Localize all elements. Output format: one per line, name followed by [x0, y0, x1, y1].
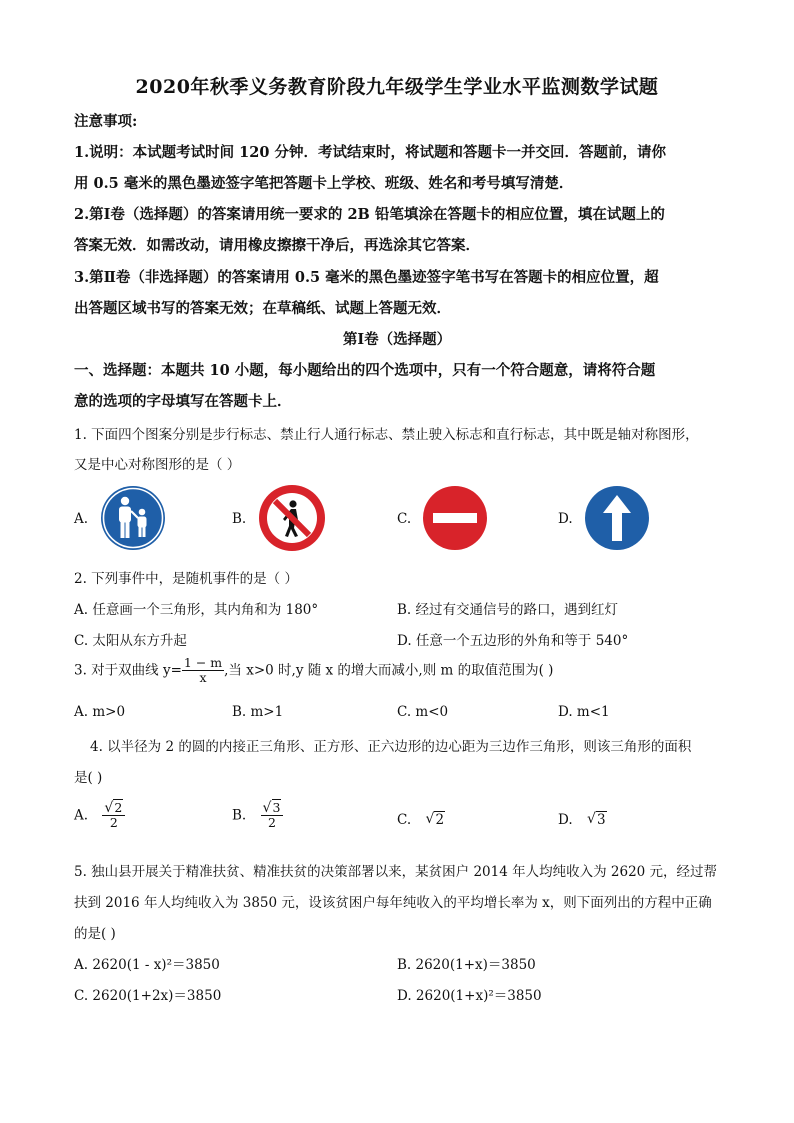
q2-option-a: A. 任意画一个三角形，其内角和为 180° — [74, 602, 319, 618]
notice-line: 出答题区域书写的答案无效；在草稿纸、试题上答题无效． — [74, 300, 451, 317]
q1-option-a-label: A. — [74, 511, 89, 527]
q4-option-a-denominator: 2 — [102, 815, 125, 830]
q4-option-d-value: √ 3 — [586, 811, 606, 828]
q1-option-c-label: C. — [397, 511, 412, 527]
q3-stem-suffix: ,当 x>0 时,y 随 x 的增大而减小,则 m 的取值范围为( ) — [224, 662, 554, 679]
q4-option-a-numerator: √ 2 — [104, 800, 123, 816]
notice-line: 2.第Ⅰ卷（选择题）的答案请用统一要求的 2B 铅笔填涂在答题卡的相应位置，填在试题上的 — [74, 206, 665, 223]
q4-option-b-numerator: √ 3 — [262, 800, 281, 816]
notice-line: 1.说明：本试题考试时间 120 分钟．考试结束时，将试题和答题卡一并交回．答题前，请你 — [74, 144, 666, 161]
q4-option-a-radicand: 2 — [114, 800, 123, 815]
q4-option-b-radicand: 3 — [272, 800, 281, 815]
q1-option-b-label: B. — [232, 511, 247, 527]
q3-stem — [74, 656, 553, 686]
q4-option-d-label: D. — [558, 812, 573, 828]
notice-heading: 注意事项: — [74, 113, 138, 130]
q3-option-b: B. m>1 — [232, 704, 284, 720]
q1-stem: 又是中心对称图形的是（ ） — [74, 457, 241, 473]
q5-option-c: C. 2620(1+2x)＝3850 — [74, 988, 222, 1004]
notice-line: 答案无效．如需改动，请用橡皮擦擦干净后，再选涂其它答案． — [74, 237, 480, 254]
q2-option-d: D. 任意一个五边形的外角和等于 540° — [397, 633, 629, 649]
q4-option-b-value — [261, 801, 284, 831]
page-title: 2020年秋季义务教育阶段九年级学生学业水平监测数学试题 — [135, 76, 659, 98]
q4-option-a — [74, 801, 125, 831]
q4-option-c-label: C. — [397, 812, 412, 828]
q4-stem: 4. 以半径为 2 的圆的内接正三角形、正方形、正六边形的边心距为三边作三角形，则该三角形的面积 — [90, 739, 692, 755]
q4-option-c — [397, 812, 445, 828]
q5-option-a: A. 2620(1 - x)²＝3850 — [74, 957, 220, 973]
q5-stem: 5. 独山县开展关于精准扶贫、精准扶贫的决策部署以来，某贫困户 2014 年人均纯收入为 2620 元，经过帮 — [74, 864, 718, 880]
q4-option-d — [558, 812, 607, 828]
q2-option-b: B. 经过有交通信号的路口，遇到红灯 — [397, 602, 619, 618]
q3-option-c: C. m<0 — [397, 704, 449, 720]
q3-fraction-numerator: 1 − m — [183, 655, 223, 670]
notice-line: 用 0.5 毫米的黑色墨迹签字笔把答题卡上学校、班级、姓名和考号填写清楚． — [74, 175, 574, 192]
q4-option-d-radicand: 3 — [596, 812, 606, 828]
q5-option-d: D. 2620(1+x)²＝3850 — [397, 988, 542, 1004]
q4-option-c-radicand: 2 — [435, 812, 445, 828]
q3-option-a: A. m>0 — [74, 704, 126, 720]
notice-line: 3.第Ⅱ卷（非选择题）的答案请用 0.5 毫米的黑色墨迹签字笔书写在答题卡的相应位置，超 — [74, 269, 659, 286]
part-heading: 一、选择题：本题共 10 小题，每小题给出的四个选项中，只有一个符合题意，请将符合题 — [74, 362, 656, 379]
q4-option-a-label: A. — [74, 807, 89, 824]
q4-option-b-label: B. — [232, 807, 247, 824]
q2-option-c: C. 太阳从东方升起 — [74, 633, 187, 649]
q5-option-b: B. 2620(1+x)＝3850 — [397, 957, 536, 973]
part-heading: 意的选项的字母填写在答题卡上． — [74, 393, 292, 410]
q3-fraction — [182, 656, 224, 686]
section-title: 第Ⅰ卷（选择题） — [342, 331, 452, 348]
straight-ahead-sign-icon — [584, 485, 650, 555]
q3-stem-prefix: 3. 对于双曲线 y= — [74, 662, 182, 679]
q2-stem: 2. 下列事件中，是随机事件的是（ ） — [74, 571, 298, 587]
q1-option-d-label: D. — [558, 511, 573, 527]
pedestrian-sign-icon — [100, 485, 166, 555]
q3-option-d: D. m<1 — [558, 704, 610, 720]
q4-option-b-denominator: 2 — [261, 815, 284, 830]
q5-stem: 的是( ) — [74, 926, 116, 942]
q1-stem: 1. 下面四个图案分别是步行标志、禁止行人通行标志、禁止驶入标志和直行标志，其中既是轴对称图形， — [74, 427, 699, 443]
q4-option-a-value — [102, 801, 125, 831]
q4-option-c-value: √ 2 — [425, 811, 445, 828]
q4-option-b — [232, 801, 283, 831]
no-entry-sign-icon — [422, 485, 488, 555]
no-pedestrian-sign-icon — [258, 484, 326, 556]
q4-stem: 是( ) — [74, 770, 103, 786]
q3-fraction-denominator: x — [199, 670, 207, 686]
q5-stem: 扶到 2016 年人均纯收入为 3850 元，设该贫困户每年纯收入的平均增长率为 x，则下面列出的方程中正确 — [74, 895, 712, 911]
